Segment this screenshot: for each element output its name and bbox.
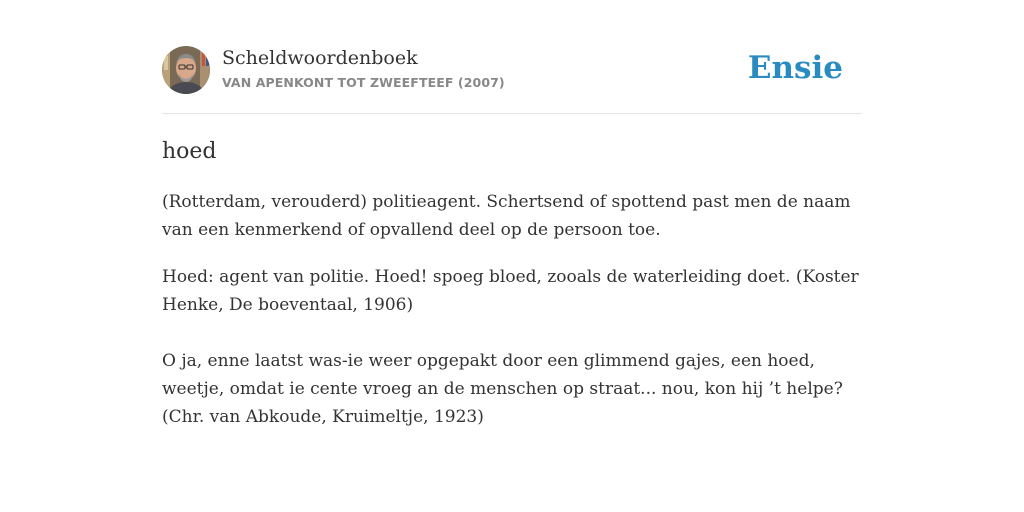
author-portrait-icon bbox=[162, 46, 210, 94]
divider bbox=[162, 113, 862, 114]
entry-term: hoed bbox=[162, 139, 217, 164]
source-title[interactable]: Scheldwoordenboek bbox=[222, 47, 418, 69]
quote-item: O ja, enne laatst was-ie weer opgepakt door een glimmend gajes, een hoed, weetje, omdat ie cente vroeg an de menschen op straat... nou, kon hij ’t helpe? (Chr. van Abkoude, Kruimeltje, 1923) bbox=[162, 351, 843, 427]
avatar[interactable] bbox=[162, 46, 210, 94]
entry-content bbox=[162, 136, 862, 431]
ensie-logo[interactable]: Ensie bbox=[747, 50, 843, 86]
entry-definition: (Rotterdam, verouderd) politieagent. Schertsend of spottend past men de naam van een kenmerkend of opvallend deel op de persoon toe. bbox=[162, 192, 851, 240]
quote-item: Hoed: agent van politie. Hoed! spoeg bloed, zooals de waterleiding doet. (Koster Henke, De boeventaal, 1906) bbox=[162, 267, 859, 315]
source-header bbox=[162, 46, 862, 96]
source-subtitle: VAN APENKONT TOT ZWEEFTEEF (2007) bbox=[222, 75, 505, 90]
